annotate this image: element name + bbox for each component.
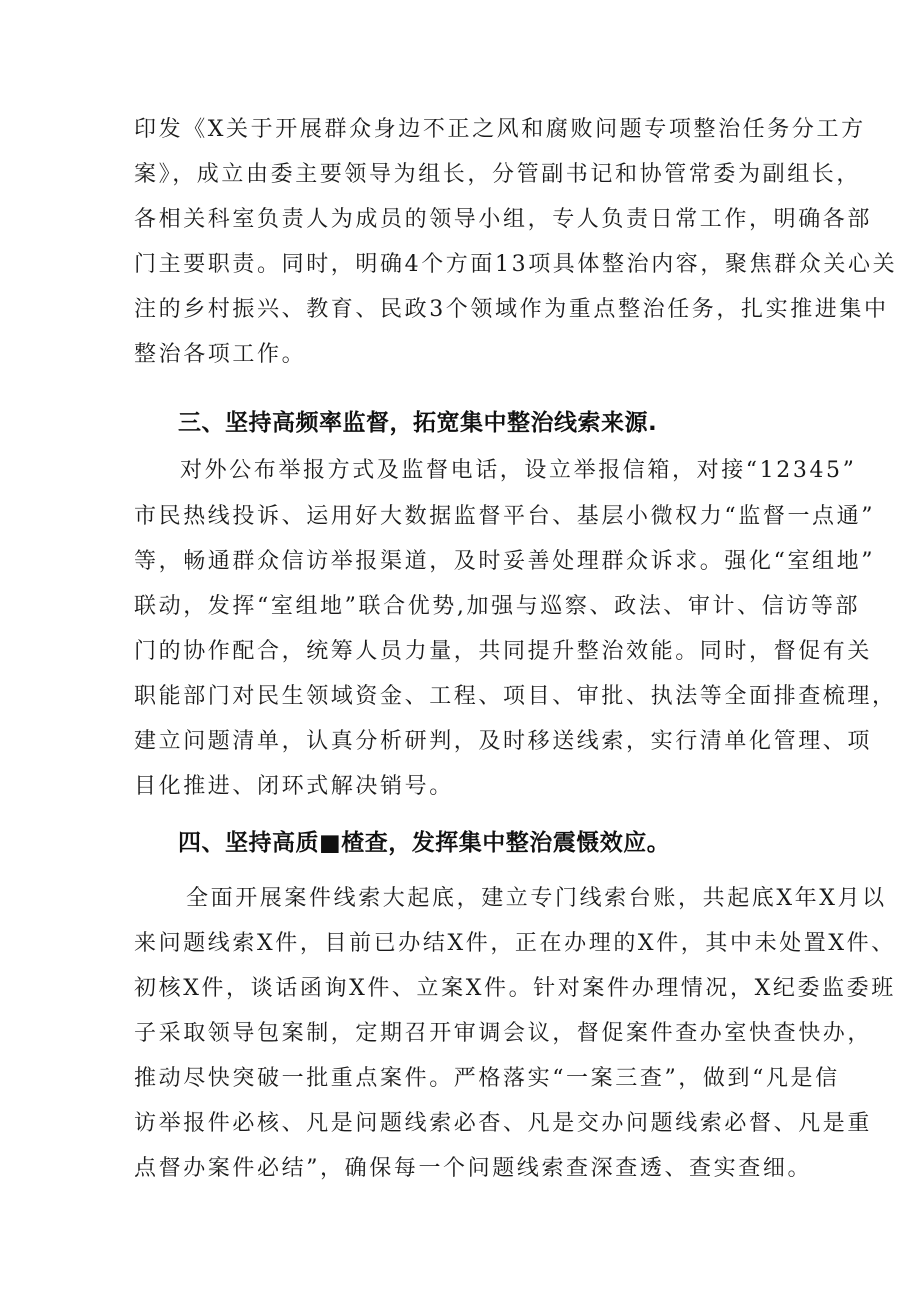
paragraph-line: 职能部门对民生领域资金、工程、项目、审批、执法等全面排查梳理，: [134, 684, 897, 709]
paragraph-line: 推动尽快突破一批重点案件。严格落实“一案三查”，做到“凡是信: [134, 1066, 840, 1091]
section-heading-3: 三、坚持高频率监督，拓宽集中整治线索来源.: [178, 410, 658, 436]
paragraph-line: 目化推进、闭环式解决销号。: [134, 774, 454, 799]
paragraph-line: 等，畅通群众信访举报渠道，及时妥善处理群众诉求。强化“室组地”: [134, 549, 876, 574]
paragraph-line: 子采取领导包案制，定期召开审调会议，督促案件查办室快查快办，: [134, 1021, 873, 1046]
paragraph-line: 市民热线投诉、运用好大数据监督平台、基层小微权力“监督一点通”: [134, 504, 876, 529]
paragraph-line: 门主要职责。同时，明确4个方面13项具体整治内容，聚焦群众关心关: [134, 252, 898, 277]
section-heading-4: 四、坚持高质■楂查，发挥集中整治震慑效应。: [178, 830, 671, 856]
paragraph-line: 联动，发挥“室组地”联合优势,加强与巡察、政法、审计、信访等部: [134, 594, 861, 619]
paragraph-line: 印发《X关于开展群众身边不正之风和腐败问题专项整治任务分工方: [134, 117, 866, 142]
paragraph-line: 案》，成立由委主要领导为组长，分管副书记和协管常委为副组长，: [134, 162, 862, 187]
paragraph-line: 门的协作配合，统筹人员力量，共同提升整治效能。同时，督促有关: [134, 639, 873, 664]
paragraph-line: 建立问题清单，认真分析研判，及时移送线索，实行清单化管理、项: [134, 729, 873, 754]
paragraph-line: 初核X件，谈话函询X件、立案X件。针对案件办理情况，X纪委监委班: [134, 976, 896, 1001]
paragraph-line: 访举报件必核、凡是问题线索必杳、凡是交办问题线索必督、凡是重: [134, 1111, 873, 1136]
paragraph-line: 整治各项工作。: [134, 342, 307, 367]
paragraph-line: 来问题线索X件，目前已办结X件，正在办理的X件，其中未处置X件、: [134, 931, 896, 956]
paragraph-line: 全面开展案件线索大起底，建立专门线索台账，共起底X年X月以: [186, 886, 887, 911]
paragraph-line: 各相关科室负责人为成员的领导小组，专人负责日常工作，明确各部: [134, 207, 873, 232]
paragraph-line: 注的乡村振兴、教育、民政3个领域作为重点整治任务，扎实推进集中: [134, 297, 889, 322]
paragraph-line: 对外公布举报方式及监督电话，设立举报信箱，对接“12345”: [180, 458, 857, 483]
paragraph-line: 点督办案件必结”，确保每一个问题线索查深查透、查实查细。: [134, 1156, 813, 1181]
